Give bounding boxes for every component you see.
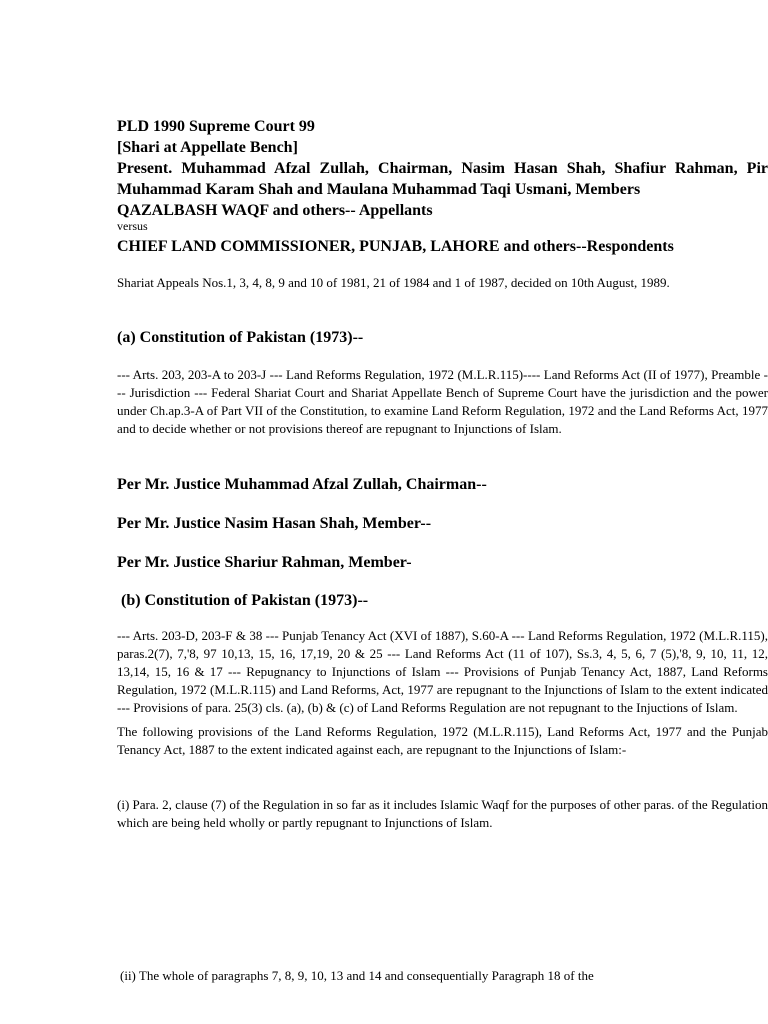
section-b-heading: (b) Constitution of Pakistan (1973)-- — [121, 592, 369, 609]
justice-member-1: Per Mr. Justice Nasim Hasan Shah, Member-- — [117, 515, 432, 532]
justice-chairman: Per Mr. Justice Muhammad Afzal Zullah, Chairman-- — [117, 476, 487, 493]
section-b-paragraph: --- Arts. 203-D, 203-F & 38 --- Punjab Tenancy Act (XVI of 1887), S.60-A --- Land Reforms Regulation, 1972 (M.L.R.115), paras.2(7), 7,'8, 97 10,13, 15, 16, 17,19, 20 & 25 --- Land Reforms Act (11 of 107), Ss.3, 4, 5, 6, 7 (5),'8, 9, 10, 11, 12, 13,14, 15, 16 & 17 --- Repugnancy to Injunctions of Islam --- Provisions of Punjab Tenancy Act, 1887, Land Reforms Regulation, 1972 (M.L.R.115) and Land Reforms, Act, 1977 are repugnant to the Injunctions of Islam to the extent indicated --- Provisions of para. 25(3) cls. (a), (b) & (c) of Land Reforms Regulation are not repugnant to the Injuctions of Islam. — [117, 628, 768, 715]
versus-label: versus — [117, 219, 148, 233]
section-a-heading: (a) Constitution of Pakistan (1973)-- — [117, 329, 364, 346]
justice-member-2: Per Mr. Justice Shariur Rahman, Member- — [117, 554, 412, 571]
section-a-paragraph: --- Arts. 203, 203-A to 203-J --- Land Reforms Regulation, 1972 (M.L.R.115)---- Land Reforms Act (II of 1977), Preamble --- Jurisdiction --- Federal Shariat Court and Shariat Appellate Bench of Supreme Court have the jurisdiction and the power under Ch.ap.3-A of Part VII of the Constitution, to examine Land Reform Regulation, 1972 and the Land Reforms Act, 1977 and to decide whether or not provisions thereof are repugnant to Injunctions of Islam. — [117, 367, 768, 436]
item-i-paragraph: (i) Para. 2, clause (7) of the Regulation in so far as it includes Islamic Waqf for the purposes of other paras. of the Regulation which are being held wholly or partly repugnant to Injunctions of Islam. — [117, 797, 768, 830]
item-ii-paragraph: (ii) The whole of paragraphs 7, 8, 9, 10, 13 and 14 and consequentially Paragraph 18 of the — [120, 968, 594, 983]
respondents: CHIEF LAND COMMISSIONER, PUNJAB, LAHORE and others--Respondents — [117, 238, 674, 255]
bench-name: [Shari at Appellate Bench] — [117, 139, 298, 156]
appellants: QAZALBASH WAQF and others-- Appellants — [117, 202, 433, 219]
case-citation: PLD 1990 Supreme Court 99 — [117, 118, 315, 135]
following-paragraph: The following provisions of the Land Reforms Regulation, 1972 (M.L.R.115), Land Reforms Act, 1977 and the Punjab Tenancy Act, 1887 to the extent indicated against each, are repugnant to the Injunctions of Islam:- — [117, 724, 768, 757]
present-judges: Present. Muhammad Afzal Zullah, Chairman, Nasim Hasan Shah, Shafiur Rahman, Pir Muhammad Karam Shah and Maulana Muhammad Taqi Usmani, Members — [117, 160, 768, 198]
appeals-paragraph: Shariat Appeals Nos.1, 3, 4, 8, 9 and 10 of 1981, 21 of 1984 and 1 of 1987, decided on 10th August, 1989. — [117, 275, 670, 290]
